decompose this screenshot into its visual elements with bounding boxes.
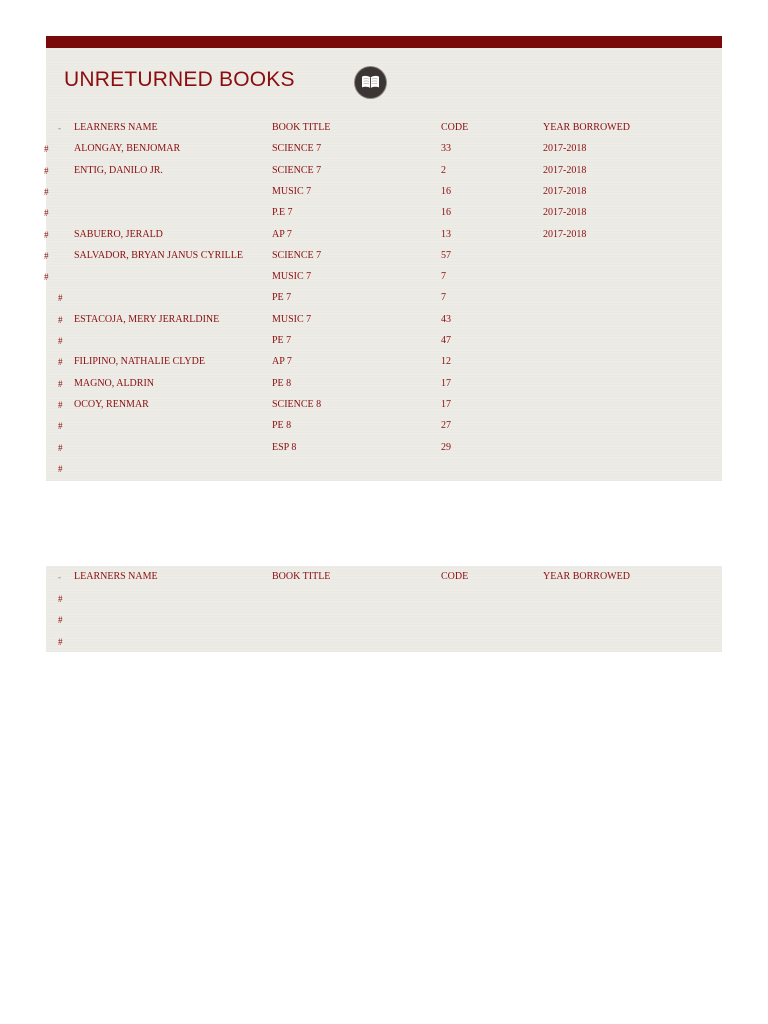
- row-marker: #: [58, 293, 63, 304]
- header-marker: -: [58, 572, 61, 582]
- book-title-cell: PE 7: [272, 292, 292, 304]
- open-book-icon: [355, 67, 386, 98]
- code-cell: 43: [441, 313, 451, 325]
- row-marker: #: [44, 272, 49, 283]
- table-row: [46, 313, 722, 334]
- table-row: [46, 592, 722, 613]
- table-row: [46, 613, 722, 634]
- book-title-cell: PE 8: [272, 420, 292, 432]
- row-marker: #: [58, 636, 63, 647]
- table-row: [46, 164, 722, 185]
- row-marker: #: [44, 186, 49, 197]
- learner-name-cell: FILIPINO, NATHALIE CLYDE: [74, 356, 205, 368]
- year-borrowed-cell: 2017-2018: [543, 185, 587, 197]
- code-cell: 16: [441, 207, 451, 219]
- row-marker: #: [44, 250, 49, 261]
- header-learners-name: LEARNERS NAME: [74, 571, 158, 582]
- book-title-cell: SCIENCE 7: [272, 143, 322, 155]
- book-title-cell: PE 7: [272, 335, 292, 346]
- learner-name-cell: ENTIG, DANILO JR.: [74, 164, 163, 176]
- book-title-cell: SCIENCE 8: [272, 398, 322, 410]
- table-row: [46, 228, 722, 249]
- table-row: [46, 185, 722, 206]
- header-code: CODE: [441, 122, 469, 133]
- learner-name-cell: ESTACOJA, MERY JERARLDINE: [74, 313, 220, 325]
- code-cell: 57: [441, 249, 451, 261]
- row-marker: #: [58, 357, 63, 368]
- page-title: UNRETURNED BOOKS: [64, 68, 295, 91]
- book-title-cell: ESP 8: [272, 441, 297, 453]
- book-title-cell: MUSIC 7: [272, 185, 312, 197]
- table-row: [46, 441, 722, 462]
- header-code: CODE: [441, 571, 469, 582]
- book-title-cell: MUSIC 7: [272, 313, 312, 325]
- header-year-borrowed: YEAR BORROWED: [543, 571, 630, 582]
- table-row: [46, 270, 722, 291]
- table-row: [46, 249, 722, 270]
- header-year-borrowed: YEAR BORROWED: [543, 122, 630, 133]
- row-marker: #: [58, 593, 63, 604]
- table-row: [46, 419, 722, 440]
- row-marker: #: [58, 336, 63, 346]
- book-title-cell: SCIENCE 7: [272, 164, 322, 176]
- learner-name-cell: OCOY, RENMAR: [74, 398, 149, 410]
- learner-name-cell: ALONGAY, BENJOMAR: [74, 143, 181, 155]
- year-borrowed-cell: 2017-2018: [543, 207, 587, 219]
- book-title-cell: AP 7: [272, 356, 292, 368]
- table-row: [46, 377, 722, 398]
- second-books-panel: [46, 566, 722, 652]
- learner-name-cell: MAGNO, ALDRIN: [74, 377, 154, 389]
- code-cell: 33: [441, 143, 451, 155]
- table-row: [46, 206, 722, 227]
- code-cell: 16: [441, 185, 451, 197]
- row-marker: #: [44, 208, 49, 219]
- table-row: [46, 635, 722, 656]
- year-borrowed-cell: 2017-2018: [543, 228, 587, 240]
- title-accent-bar: [46, 36, 722, 48]
- table-row: [46, 291, 722, 312]
- header-book-title: BOOK TITLE: [272, 122, 331, 133]
- unreturned-books-panel: [46, 36, 722, 481]
- book-title-cell: P.E 7: [272, 207, 293, 219]
- table-row: [46, 355, 722, 376]
- row-marker: #: [58, 463, 63, 474]
- row-marker: #: [44, 229, 49, 240]
- table-row: [46, 398, 722, 419]
- row-marker: #: [58, 399, 63, 410]
- header-book-title: BOOK TITLE: [272, 571, 331, 582]
- row-marker: #: [44, 144, 49, 155]
- header-learners-name: LEARNERS NAME: [74, 122, 158, 133]
- code-cell: 2: [441, 164, 446, 176]
- year-borrowed-cell: 2017-2018: [543, 143, 587, 155]
- row-marker: #: [44, 165, 49, 176]
- row-marker: #: [58, 615, 63, 625]
- code-cell: 29: [441, 441, 451, 453]
- code-cell: 47: [441, 335, 451, 346]
- table-row: [46, 462, 722, 483]
- book-title-cell: SCIENCE 7: [272, 249, 322, 261]
- learner-name-cell: SALVADOR, BRYAN JANUS CYRILLE: [74, 249, 243, 261]
- code-cell: 7: [441, 292, 446, 304]
- code-cell: 13: [441, 228, 451, 240]
- code-cell: 17: [441, 398, 451, 410]
- row-marker: #: [58, 442, 63, 453]
- learner-name-cell: SABUERO, JERALD: [74, 228, 163, 240]
- code-cell: 27: [441, 420, 451, 432]
- book-title-cell: PE 8: [272, 377, 292, 389]
- table-header-row: [46, 570, 722, 591]
- row-marker: #: [58, 421, 63, 432]
- table-header-row: [46, 121, 722, 142]
- book-title-cell: AP 7: [272, 228, 292, 240]
- row-marker: #: [58, 314, 63, 325]
- year-borrowed-cell: 2017-2018: [543, 164, 587, 176]
- table-row: [46, 334, 722, 355]
- row-marker: #: [58, 378, 63, 389]
- code-cell: 12: [441, 356, 451, 368]
- code-cell: 17: [441, 377, 451, 389]
- book-title-cell: MUSIC 7: [272, 271, 312, 283]
- code-cell: 7: [441, 271, 446, 283]
- header-marker: -: [58, 123, 61, 133]
- table-row: [46, 142, 722, 163]
